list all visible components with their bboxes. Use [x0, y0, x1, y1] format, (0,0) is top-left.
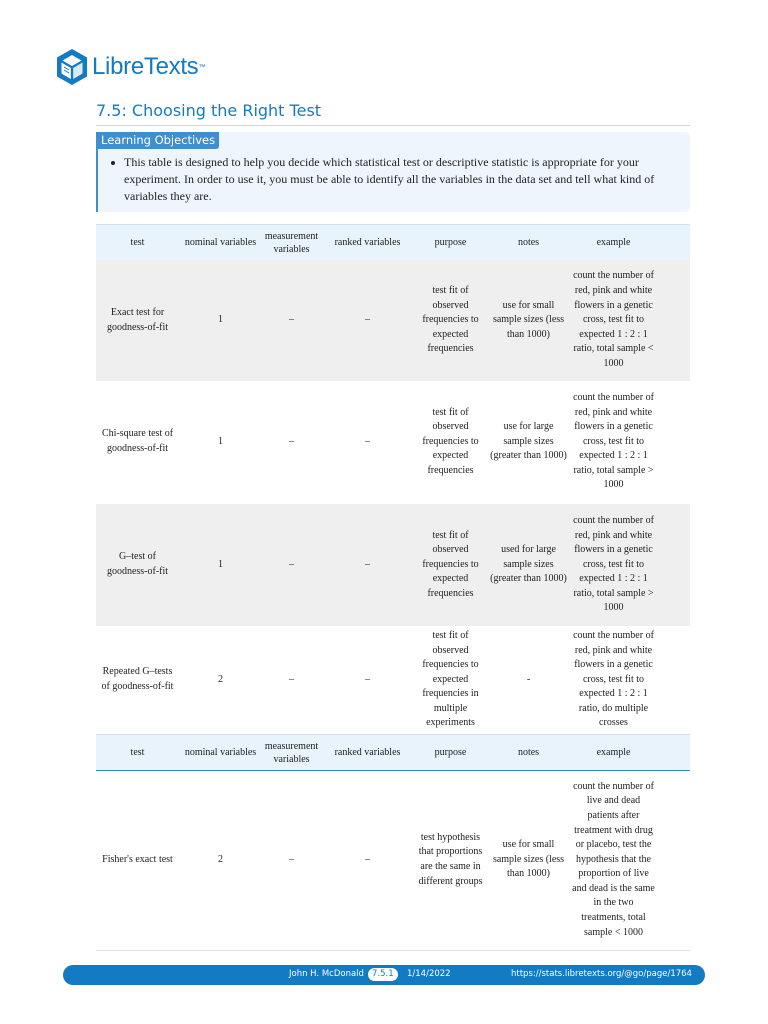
cell-purpose: test fit of observed frequencies to expected frequencies [422, 529, 479, 599]
cell-measurement: – [289, 853, 294, 865]
table-row [96, 381, 690, 503]
cell-notes: use for small sample sizes (less than 1000) [492, 299, 565, 340]
logo-trademark: ™ [198, 63, 206, 71]
cell-nominal: 2 [218, 673, 223, 685]
cell-example: count the number of red, pink and white flowers in a genetic cross, test fit to expected 1 : 2 : 1 ratio, total sample < 1000 [573, 270, 654, 369]
cell-purpose: test hypothesis that proportions are the same in different groups [418, 831, 483, 887]
header-notes: notes [517, 747, 540, 758]
cell-ranked: – [365, 558, 370, 570]
cell-nominal: 2 [218, 853, 223, 865]
page-footer [63, 965, 705, 985]
header-measurement: measurement variables [264, 230, 319, 255]
cell-notes: use for large sample sizes (greater than 1000) [490, 421, 567, 462]
header-purpose: purpose [434, 237, 467, 248]
cell-example: count the number of red, pink and white flowers in a genetic cross, test fit to expected 1 : 2 : 1 ratio, total sample > 1000 [573, 514, 654, 614]
footer-page-number: 7.5.1 [368, 968, 398, 981]
footer-author: John H. McDonald [289, 969, 364, 979]
table-row [96, 260, 690, 381]
table-row [96, 504, 690, 626]
header-example: example [596, 237, 631, 248]
cell-purpose: test fit of observed frequencies to expected frequencies in multiple experiments [422, 629, 479, 729]
cell-measurement: – [289, 435, 294, 447]
table-header-row [96, 224, 690, 261]
libretexts-cube-icon [55, 48, 89, 86]
objectives-list [108, 154, 668, 205]
cell-measurement: – [289, 558, 294, 570]
cell-example: count the number of red, pink and white flowers in a genetic cross, test fit to expected 1 : 2 : 1 ratio, total sample > 1000 [573, 391, 654, 491]
header-nominal: nominal variables [184, 237, 257, 248]
header-test: test [130, 237, 145, 248]
objective-item: This table is designed to help you decide which statistical test or descriptive statistic is appropriate for your experiment. In order to use it, you must be able to identify all the variables in the data set and tell what kind of variables they are. [108, 154, 668, 205]
cell-test: G–test of goodness-of-fit [106, 551, 169, 577]
cell-example: count the number of red, pink and white flowers in a genetic cross, test fit to expected 1 : 2 : 1 ratio, do multiple crosses [573, 629, 654, 729]
header-ranked: ranked variables [334, 237, 401, 248]
cell-notes: used for large sample sizes (greater than 1000) [490, 544, 567, 585]
cell-ranked: – [365, 314, 370, 326]
table-row [96, 770, 690, 951]
footer-url-link[interactable]: https://stats.libretexts.org/@go/page/1764 [511, 969, 692, 979]
cell-test: Repeated G–tests of goodness-of-fit [101, 666, 174, 692]
logo-text: LibreTexts [92, 53, 199, 80]
cell-ranked: – [365, 673, 370, 685]
cell-nominal: 1 [218, 314, 223, 326]
cell-purpose: test fit of observed frequencies to expected frequencies [422, 406, 479, 476]
header-purpose: purpose [434, 747, 467, 758]
learning-objectives-label: Learning Objectives [98, 132, 219, 149]
table-header-row [96, 734, 690, 771]
cell-test: Chi-square test of goodness-of-fit [101, 428, 174, 454]
cell-purpose: test fit of observed frequencies to expected frequencies [422, 285, 479, 355]
cell-ranked: – [365, 853, 370, 865]
cell-notes: - [526, 673, 531, 685]
header-example: example [596, 747, 631, 758]
libretexts-logo[interactable] [55, 46, 205, 88]
cell-measurement: – [289, 314, 294, 326]
cell-measurement: – [289, 673, 294, 685]
learning-objectives-box [96, 132, 690, 212]
cell-notes: use for small sample sizes (less than 1000) [492, 839, 565, 880]
cell-test: Exact test for goodness-of-fit [106, 306, 169, 333]
header-ranked: ranked variables [334, 747, 401, 758]
footer-date: 1/14/2022 [407, 969, 451, 979]
cell-nominal: 1 [218, 435, 223, 447]
header-notes: notes [517, 237, 540, 248]
cell-ranked: – [365, 435, 370, 447]
table-row [96, 627, 690, 733]
cell-test: Fisher's exact test [102, 853, 173, 865]
header-measurement: measurement variables [264, 740, 319, 765]
header-nominal: nominal variables [184, 747, 257, 758]
page-title: 7.5: Choosing the Right Test [96, 101, 690, 126]
cell-example: count the number of live and dead patients after treatment with drug or placebo, test the hypothesis that the proportion of live and dead is the same in the two treatments, total sample < 1000 [572, 780, 655, 938]
cell-nominal: 1 [218, 558, 223, 570]
header-test: test [130, 747, 145, 758]
